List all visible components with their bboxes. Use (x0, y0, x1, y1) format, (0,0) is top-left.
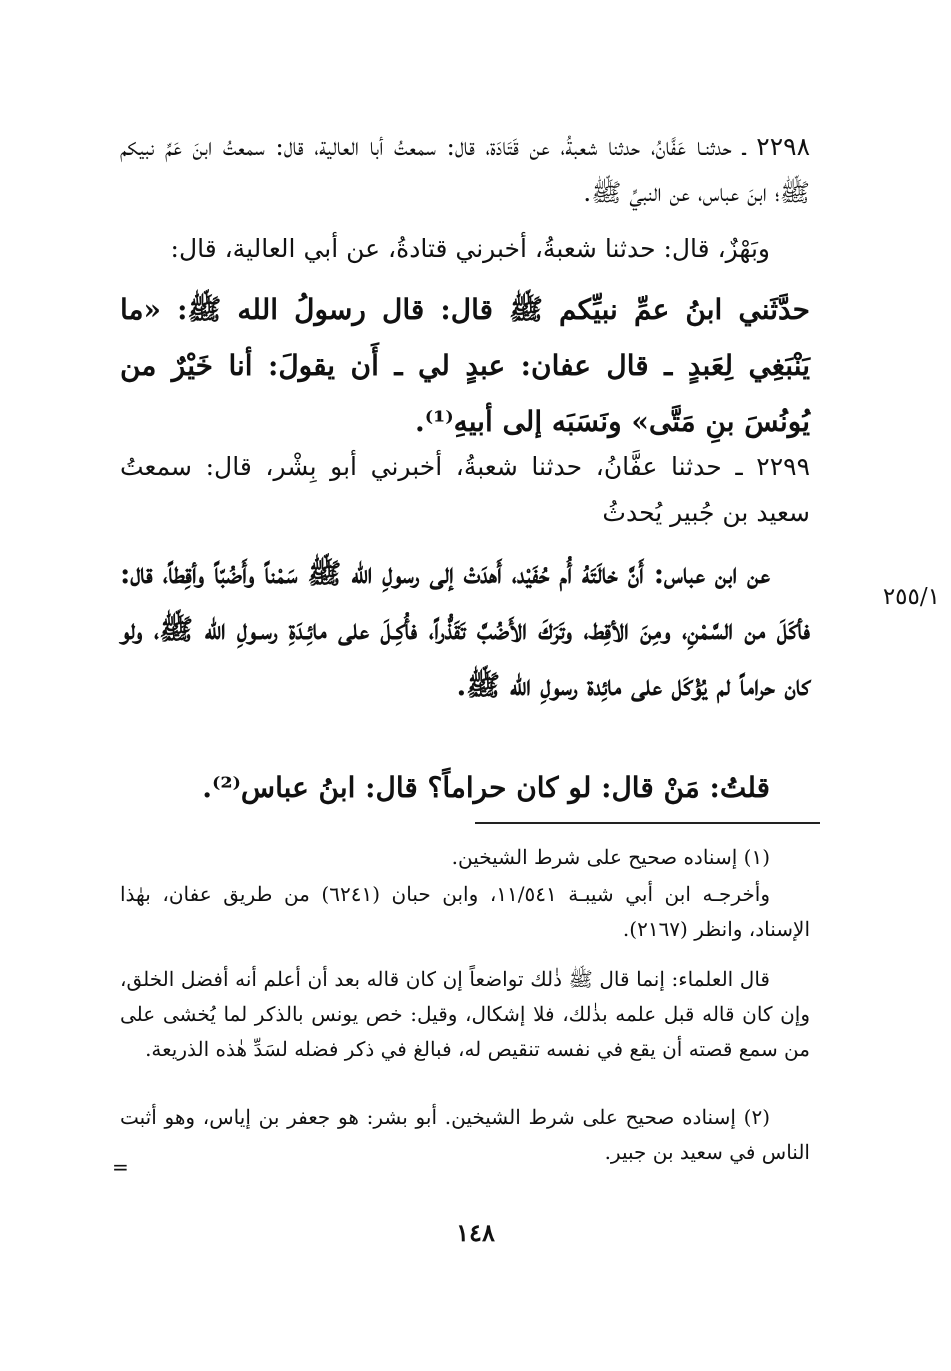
footnote-2: (٢) إسناده صحيح على شرط الشيخين. أبو بشر: هو جعفر بن إياس، وهو أثبت الناس في سعيد بن جبير. (120, 1105, 810, 1164)
margin-reference: ٢٥٥/١ (882, 584, 940, 610)
footnote-1-takhrij: وأخرجـه ابن أبي شيبـة ١١/٥٤١، وابن حبان (٦٢٤١) من طريق عفان، بهٰذا الإسناد، وانظر (٢١٦٧). (120, 882, 810, 941)
page-number: ١٤٨ (456, 1218, 495, 1247)
continues-mark: = (112, 1155, 129, 1179)
footnote-1-commentary: قال العلماء: إنما قال ﷺ ذٰلك تواضعاً إن كان قاله بعد أن أعلم أنه أفضل الخلق، وإن كان قاله قبل علمه بذٰلك، فلا إشكال، وقيل: خص يونس بالذكر لما يُخشى على من سمع قصته أن يقع في نفسه تنقيص له، فبالغ في ذكر فضله لسَدِّ هٰذه الذريعة. (120, 967, 810, 1061)
hadith-2298-matn: حدَّثَني ابنُ عمِّ نبيِّكم ﷺ قال: قال رسولُ الله ﷺ: «ما يَنْبَغِي لِعَبدٍ ـ قال عفان: عبدٍ لي ـ أَن يقولَ: أنا خَيْرٌ من يُونُسَ بنِ مَتَّى» ونَسَبَه إلى أبيهِ⁽¹⁾. (120, 293, 810, 438)
footnote-1-grading: (١) إسناده صحيح على شرط الشيخين. (451, 845, 770, 869)
hadith-2298-chain: ٢٢٩٨ ـ حدثنـا عَفَّانُ، حدثنا شعبةُ، عن قَتَادَة، قال: سمعتُ أبا العالية، قال: سمعتُ ابنَ عَمِّ نبيكم ﷺ؛ ابنَ عباس، عن النبيِّ ﷺ. (120, 132, 810, 207)
hadith-2299-question: قلتُ: مَنْ قال: لو كان حراماً؟ قال: ابنُ عباس⁽²⁾. (202, 771, 770, 804)
hadith-2299-matn: عن ابن عباس: أَنَّ خالَتَهُ أُم حُفَيْد، أَهدَتْ إلى رسولِ الله ﷺ سَمْناً وأَضُبّاً وأقِطاً، قال: فأكَلَ من السَّمْنِ، ومِنَ الأقِط، وتَرَكَ الأَضُبَّ تَقَذُّراً، فأُكِـلَ على مائِـدَةِ رسـولِ الله ﷺ، ولو كان حراماً لم يُؤْكَل على مائِدة رسولِ الله ﷺ. (120, 557, 810, 702)
footnote-divider (475, 822, 820, 824)
hadith-2299-chain: ٢٢٩٩ ـ حدثنا عفَّانُ، حدثنا شعبةُ، أخبرني أبو بِشْر، قال: سمعتُ سعيد بن جُبير يُحدثُ (120, 452, 810, 527)
hadith-2298-alt-chain: وبَهْزٌ، قال: حدثنا شعبةُ، أخبرني قتادةُ، عن أبي العالية، قال: (170, 234, 770, 263)
